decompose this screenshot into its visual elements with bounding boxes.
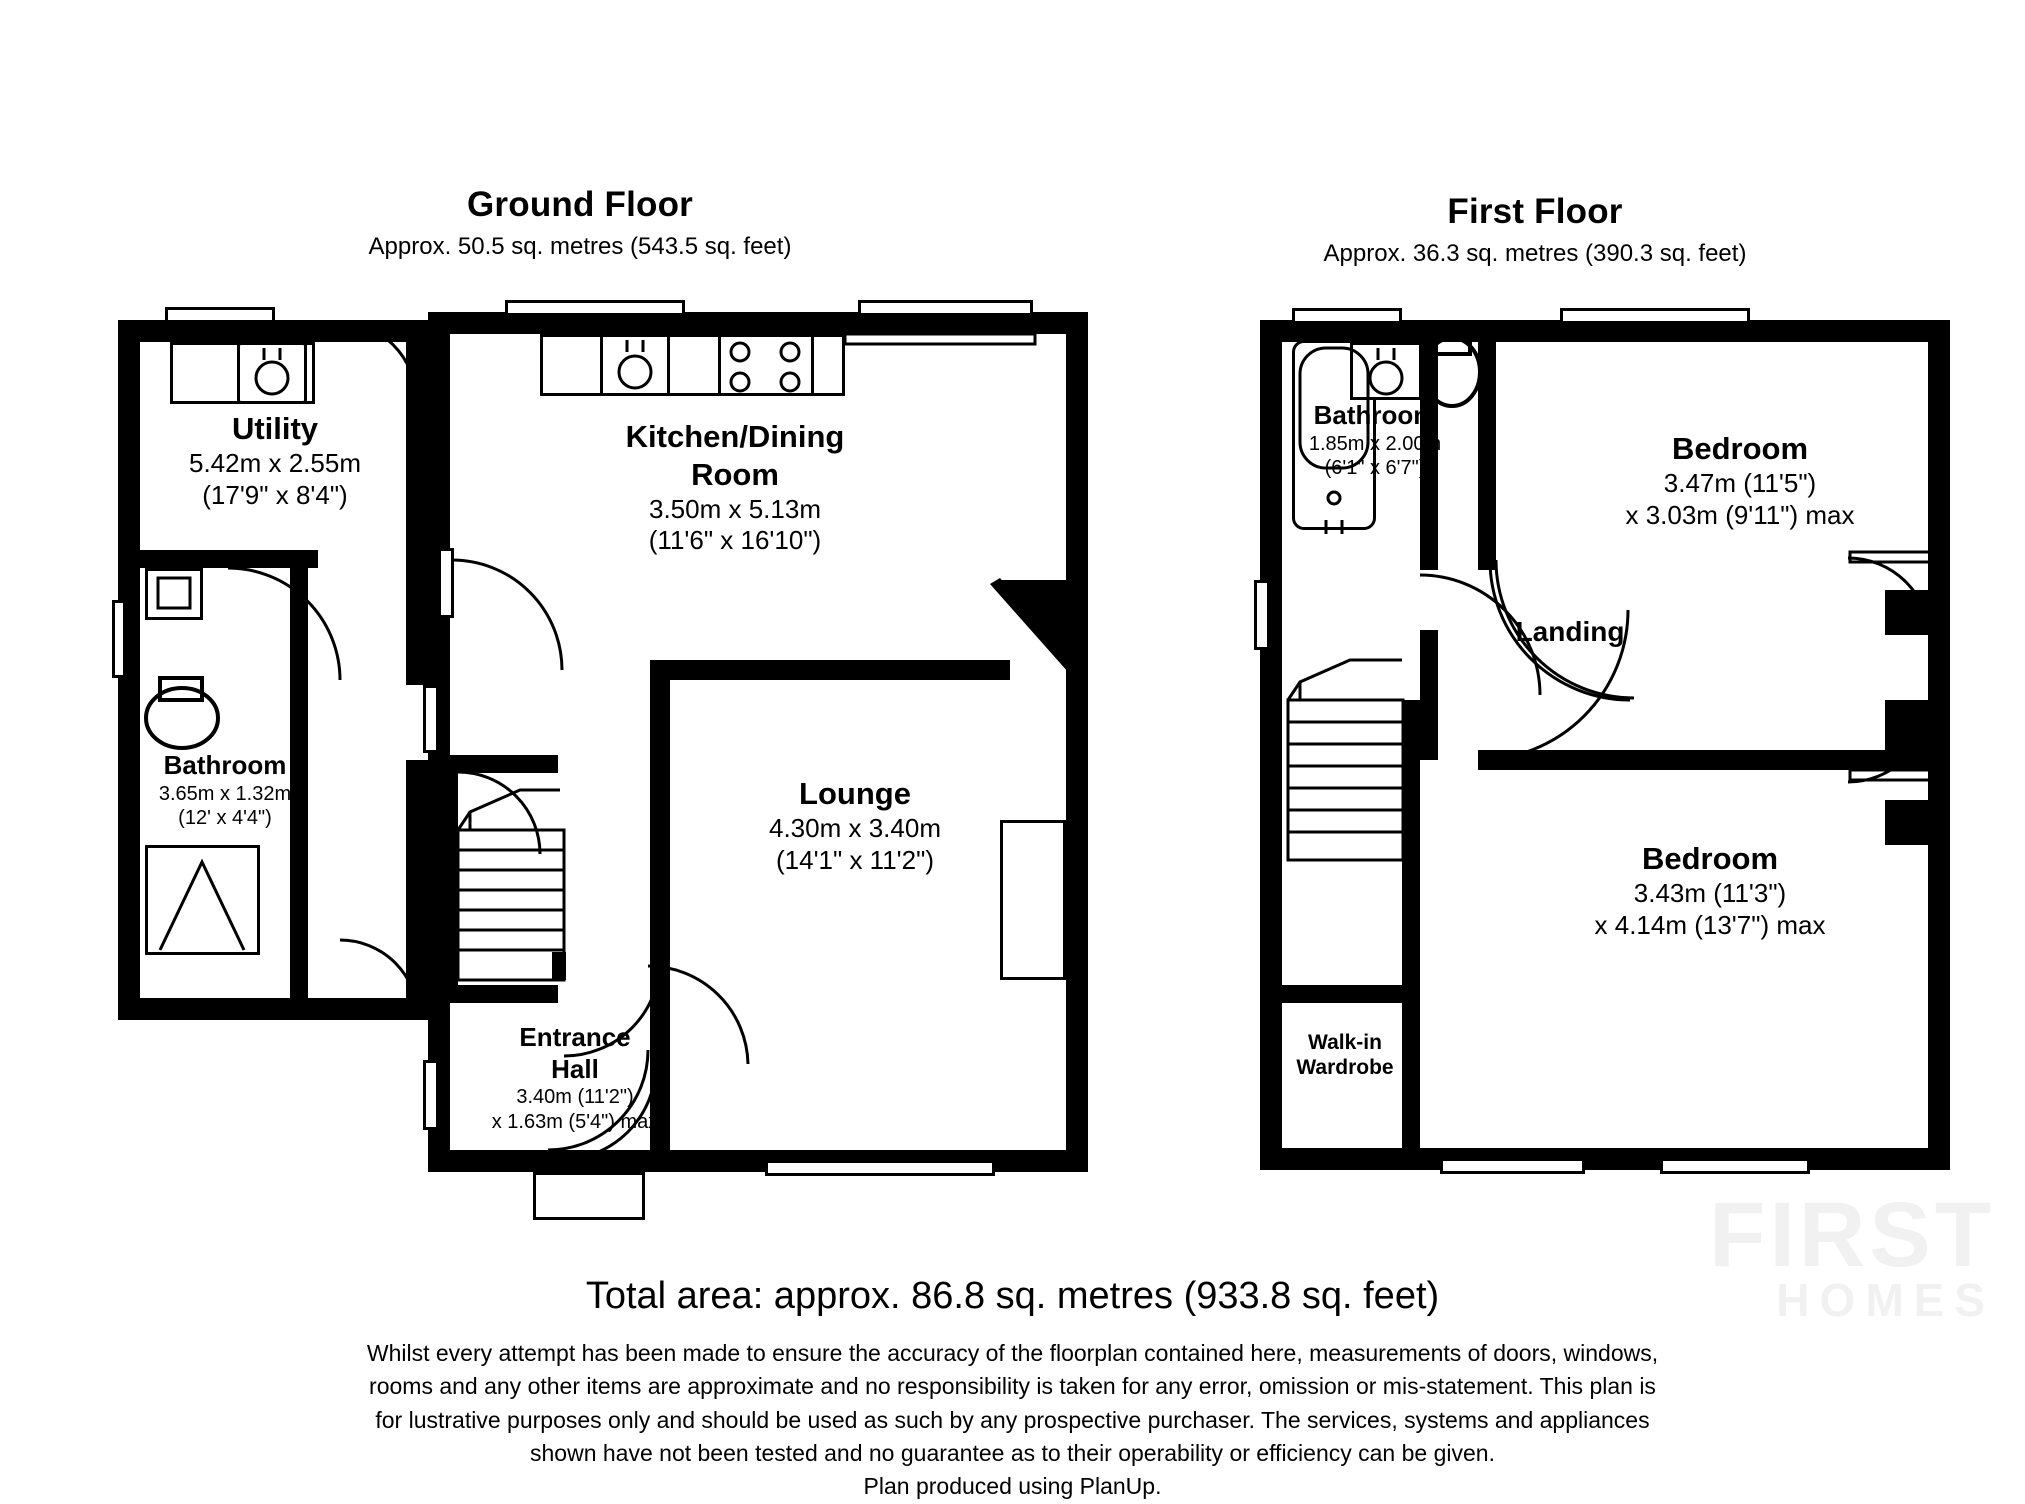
lounge-dim-metric: 4.30m x 3.40m: [769, 812, 941, 843]
bedroom1-name: Bedroom: [1671, 431, 1809, 466]
hall-name-line2: Hall: [551, 1053, 599, 1084]
ground-floor-title: Ground Floor: [467, 185, 693, 224]
watermark-line1: FIRST: [1709, 1183, 1995, 1286]
room-label-entrance-hall: [450, 1022, 700, 1134]
hall-dim-metric: 3.40m (11'2"): [516, 1086, 634, 1109]
first-floor-title: First Floor: [1447, 192, 1623, 231]
first-bathroom-dim-imperial: (6'1" x 6'7"): [1324, 457, 1426, 480]
room-label-utility: [130, 410, 420, 511]
first-bathroom-dim-metric: 1.85m x 2.00m: [1308, 432, 1442, 455]
disclaimer-line-3: for lustrative purposes only and should be used as such by any prospective purchaser. The services, systems and appliances: [375, 1406, 1650, 1433]
ground-bathroom-name: Bathroom: [163, 750, 287, 780]
first-floor-subtitle: Approx. 36.3 sq. metres (390.3 sq. feet): [1323, 240, 1747, 267]
landing-name: Landing: [1515, 616, 1625, 647]
lounge-dim-imperial: (14'1" x 11'2"): [776, 844, 934, 875]
ground-bathroom-dim-metric: 3.65m x 1.32m: [158, 782, 292, 805]
bedroom2-dim-imperial: x 4.14m (13'7") max: [1594, 909, 1826, 940]
bedroom1-dim-metric: 3.47m (11'5"): [1663, 467, 1817, 498]
disclaimer-line-2: rooms and any other items are approximate and no responsibility is taken for any error, omission or mis-statement. This plan is: [369, 1373, 1656, 1400]
utility-dim-imperial: (17'9" x 8'4"): [202, 479, 348, 510]
disclaimer-line-5: Plan produced using PlanUp.: [863, 1473, 1162, 1500]
bedroom1-dim-imperial: x 3.03m (9'11") max: [1625, 499, 1855, 530]
room-label-lounge: [700, 775, 1010, 876]
room-label-bedroom-1: [1560, 430, 1920, 531]
hall-dim-imperial: x 1.63m (5'4") max: [491, 1110, 659, 1133]
disclaimer-line-4: shown have not been tested and no guarantee as to their operability or efficiency can be given.: [530, 1440, 1495, 1467]
label-landing: [1455, 615, 1685, 649]
utility-name: Utility: [231, 411, 319, 446]
room-label-kitchen-dining: [560, 418, 910, 557]
total-area-text: Total area: approx. 86.8 sq. metres (933.8 sq. feet): [585, 1275, 1440, 1317]
room-label-bedroom-2: [1500, 840, 1920, 941]
room-label-first-bathroom: [1230, 400, 1520, 481]
first-bathroom-name: Bathroom: [1313, 400, 1437, 430]
wardrobe-name-line2: Wardrobe: [1296, 1056, 1394, 1080]
ground-floor-subtitle: Approx. 50.5 sq. metres (543.5 sq. feet): [368, 233, 792, 260]
utility-dim-metric: 5.42m x 2.55m: [189, 447, 361, 478]
ground-floor-plan: [0, 0, 1100, 1250]
ground-bathroom-dim-imperial: (12' x 4'4"): [178, 807, 272, 830]
kitchen-dim-imperial: (11'6" x 16'10"): [648, 525, 822, 556]
kitchen-name-line1: Kitchen/Dining: [625, 419, 845, 454]
first-floor-plan: [1230, 0, 2020, 1250]
wardrobe-name-line1: Walk-in: [1308, 1031, 1382, 1054]
watermark-line2: HOMES: [1776, 1274, 1995, 1327]
kitchen-name-line2: Room: [691, 456, 779, 492]
bedroom2-name: Bedroom: [1641, 841, 1779, 876]
disclaimer-line-1: Whilst every attempt has been made to ensure the accuracy of the floorplan contained here, measurements of doors, windows,: [366, 1340, 1659, 1366]
room-label-ground-bathroom: [110, 750, 340, 831]
lounge-name: Lounge: [799, 776, 911, 811]
label-walk-in-wardrobe: [1265, 1030, 1425, 1080]
disclaimer: [0, 1337, 2025, 1504]
hall-name-line1: Entrance: [519, 1022, 631, 1052]
kitchen-dim-metric: 3.50m x 5.13m: [649, 493, 821, 524]
bedroom2-dim-metric: 3.43m (11'3"): [1633, 877, 1787, 908]
